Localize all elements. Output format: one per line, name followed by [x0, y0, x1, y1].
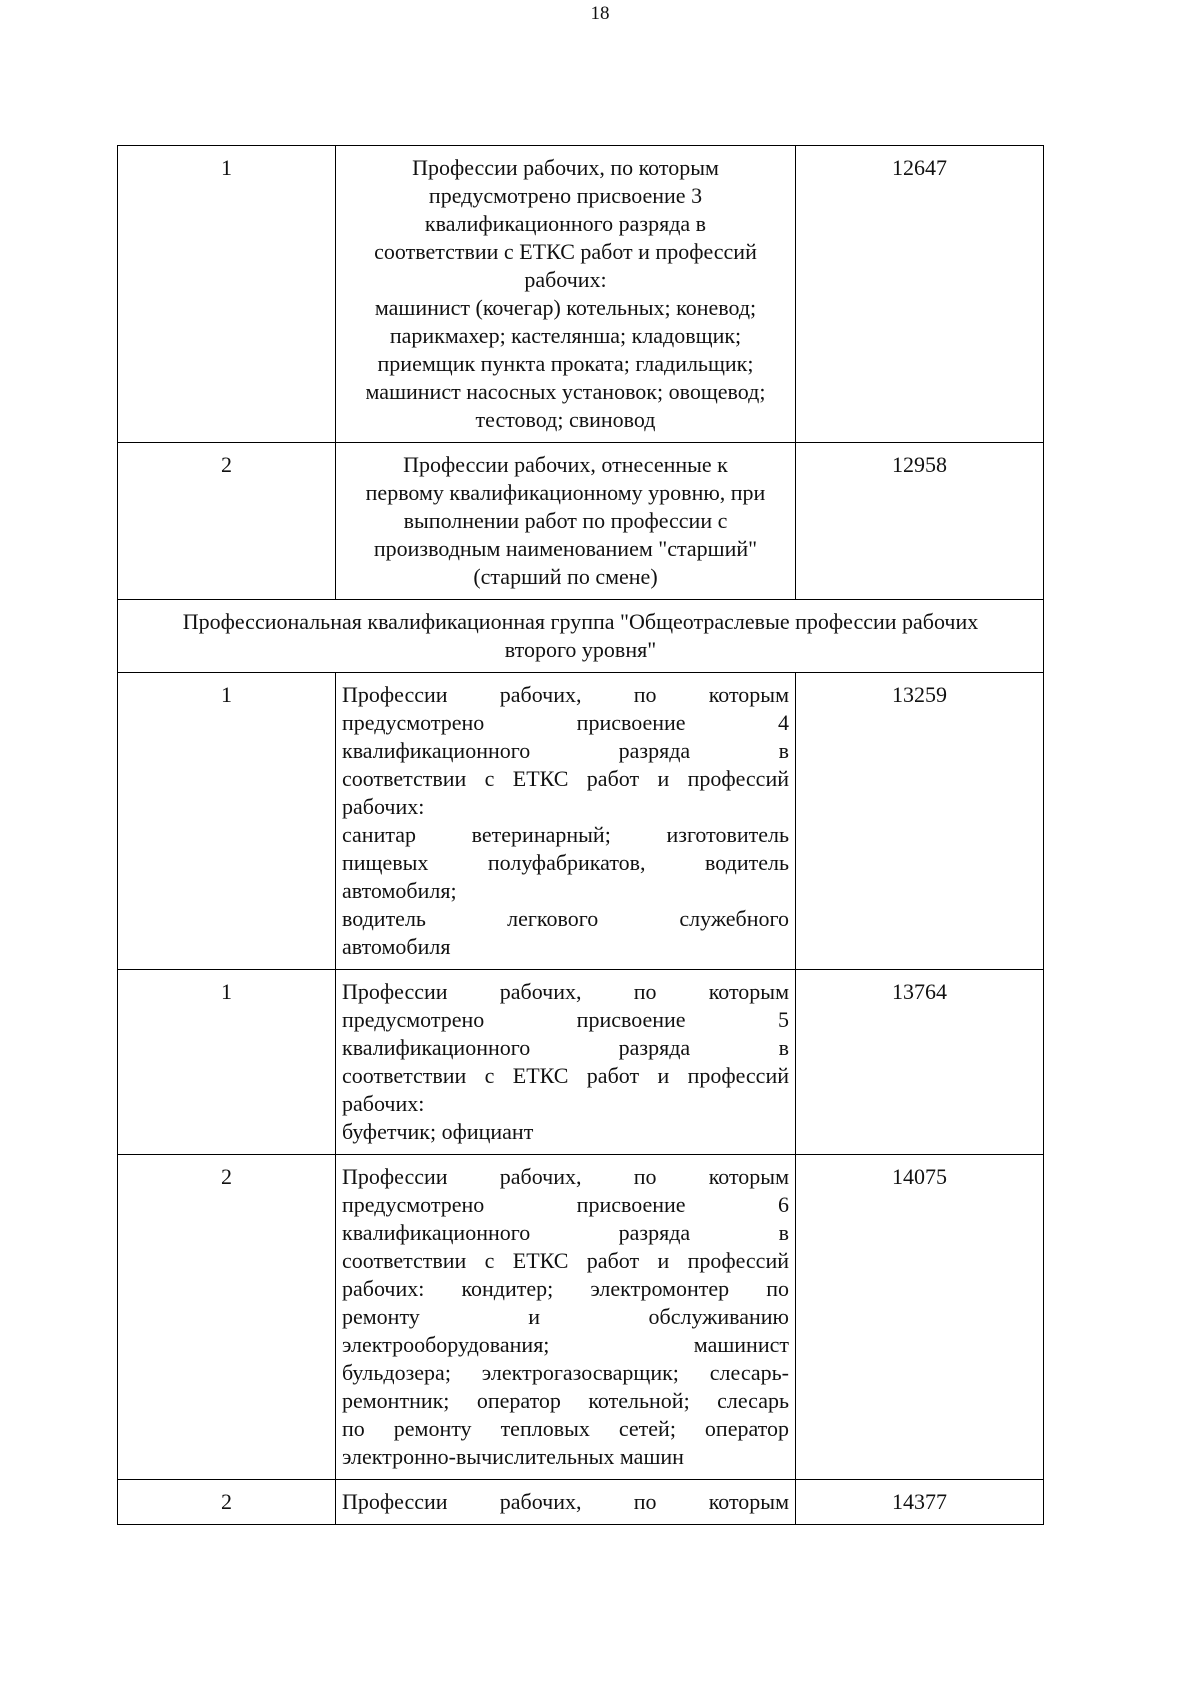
description-line: соответствии с ЕТКС работ и профессий	[342, 1248, 789, 1273]
description-line: электронно-вычислительных машин	[342, 1444, 684, 1469]
description-line: рабочих: кондитер; электромонтер по	[342, 1276, 789, 1301]
salary-value-cell: 12958	[796, 443, 1044, 600]
description-line: квалификационного разряда в	[342, 1220, 789, 1245]
description-line: квалификационного разряда в	[342, 1035, 789, 1060]
salary-table	[117, 145, 1044, 1525]
description-line: Профессии рабочих, по которым	[342, 1164, 789, 1189]
description-line: ремонту и обслуживанию	[342, 1304, 789, 1329]
profession-description-cell	[336, 146, 796, 443]
salary-value-cell: 14377	[796, 1480, 1044, 1525]
group-header-row	[118, 600, 1044, 673]
description-line: санитар ветеринарный; изготовитель	[342, 822, 789, 847]
description-line: Профессии рабочих, отнесенные к	[403, 452, 728, 477]
description-line: приемщик пункта проката; гладильщик;	[377, 351, 754, 376]
table-row	[118, 146, 1044, 443]
description-line: тестовод; свиновод	[475, 407, 656, 432]
salary-value-cell: 13764	[796, 970, 1044, 1155]
description-line: первому квалификационному уровню, при	[365, 480, 766, 505]
description-line: электрооборудования; машинист	[342, 1332, 789, 1357]
description-line: машинист (кочегар) котельных; коневод;	[374, 295, 757, 320]
table-row	[118, 1155, 1044, 1480]
description-line: предусмотрено присвоение 3	[428, 183, 703, 208]
description-line: рабочих:	[342, 1091, 425, 1116]
profession-description-cell	[336, 970, 796, 1155]
salary-value-cell: 14075	[796, 1155, 1044, 1480]
description-line: Профессии рабочих, по которым	[342, 1489, 789, 1514]
description-line: автомобиля;	[342, 878, 457, 903]
description-line: соответствии с ЕТКС работ и профессий	[342, 1063, 789, 1088]
profession-description-cell	[336, 1155, 796, 1480]
description-line: соответствии с ЕТКС работ и профессий	[374, 239, 757, 264]
description-line: Профессии рабочих, по которым	[342, 682, 789, 707]
table-row	[118, 1480, 1044, 1525]
description-line: предусмотрено присвоение 4	[342, 710, 789, 735]
description-line: предусмотрено присвоение 6	[342, 1192, 789, 1217]
description-line: предусмотрено присвоение 5	[342, 1007, 789, 1032]
description-line: парикмахер; кастелянша; кладовщик;	[389, 323, 742, 348]
description-line: рабочих:	[524, 267, 607, 292]
description-line: квалификационного разряда в	[342, 738, 789, 763]
qualification-level-cell: 2	[118, 1155, 336, 1480]
group-title-line: Профессиональная квалификационная группа "Общеотраслевые профессии рабочих	[182, 609, 979, 634]
profession-description-cell	[336, 673, 796, 970]
description-line: автомобиля	[342, 934, 451, 959]
table-row	[118, 970, 1044, 1155]
description-line: Профессии рабочих, по которым	[342, 979, 789, 1004]
qualification-level-cell: 2	[118, 443, 336, 600]
description-line: выполнении работ по профессии с	[403, 508, 728, 533]
salary-value-cell: 12647	[796, 146, 1044, 443]
qualification-level-cell: 1	[118, 673, 336, 970]
description-line: Профессии рабочих, по которым	[412, 155, 719, 180]
description-line: пищевых полуфабрикатов, водитель	[342, 850, 789, 875]
table-row	[118, 673, 1044, 970]
description-line: (старший по смене)	[473, 564, 658, 589]
qualification-level-cell: 1	[118, 970, 336, 1155]
description-line: водитель легкового служебного	[342, 906, 789, 931]
description-line: машинист насосных установок; овощевод;	[365, 379, 766, 404]
table-row	[118, 443, 1044, 600]
qualification-level-cell: 2	[118, 1480, 336, 1525]
description-line: бульдозера; электрогазосварщик; слесарь-	[342, 1360, 789, 1385]
qualification-level-cell: 1	[118, 146, 336, 443]
description-line: ремонтник; оператор котельной; слесарь	[342, 1388, 789, 1413]
description-line: квалификационного разряда в	[424, 211, 707, 236]
page-number: 18	[590, 3, 610, 24]
profession-description-cell	[336, 443, 796, 600]
description-line: по ремонту тепловых сетей; оператор	[342, 1416, 789, 1441]
description-line: буфетчик; официант	[342, 1119, 534, 1144]
description-line: соответствии с ЕТКС работ и профессий	[342, 766, 789, 791]
description-line: производным наименованием "старший"	[373, 536, 758, 561]
salary-value-cell: 13259	[796, 673, 1044, 970]
description-line: рабочих:	[342, 794, 425, 819]
qualification-group-title	[118, 600, 1044, 673]
profession-description-cell	[336, 1480, 796, 1525]
group-title-line: второго уровня"	[504, 637, 657, 662]
